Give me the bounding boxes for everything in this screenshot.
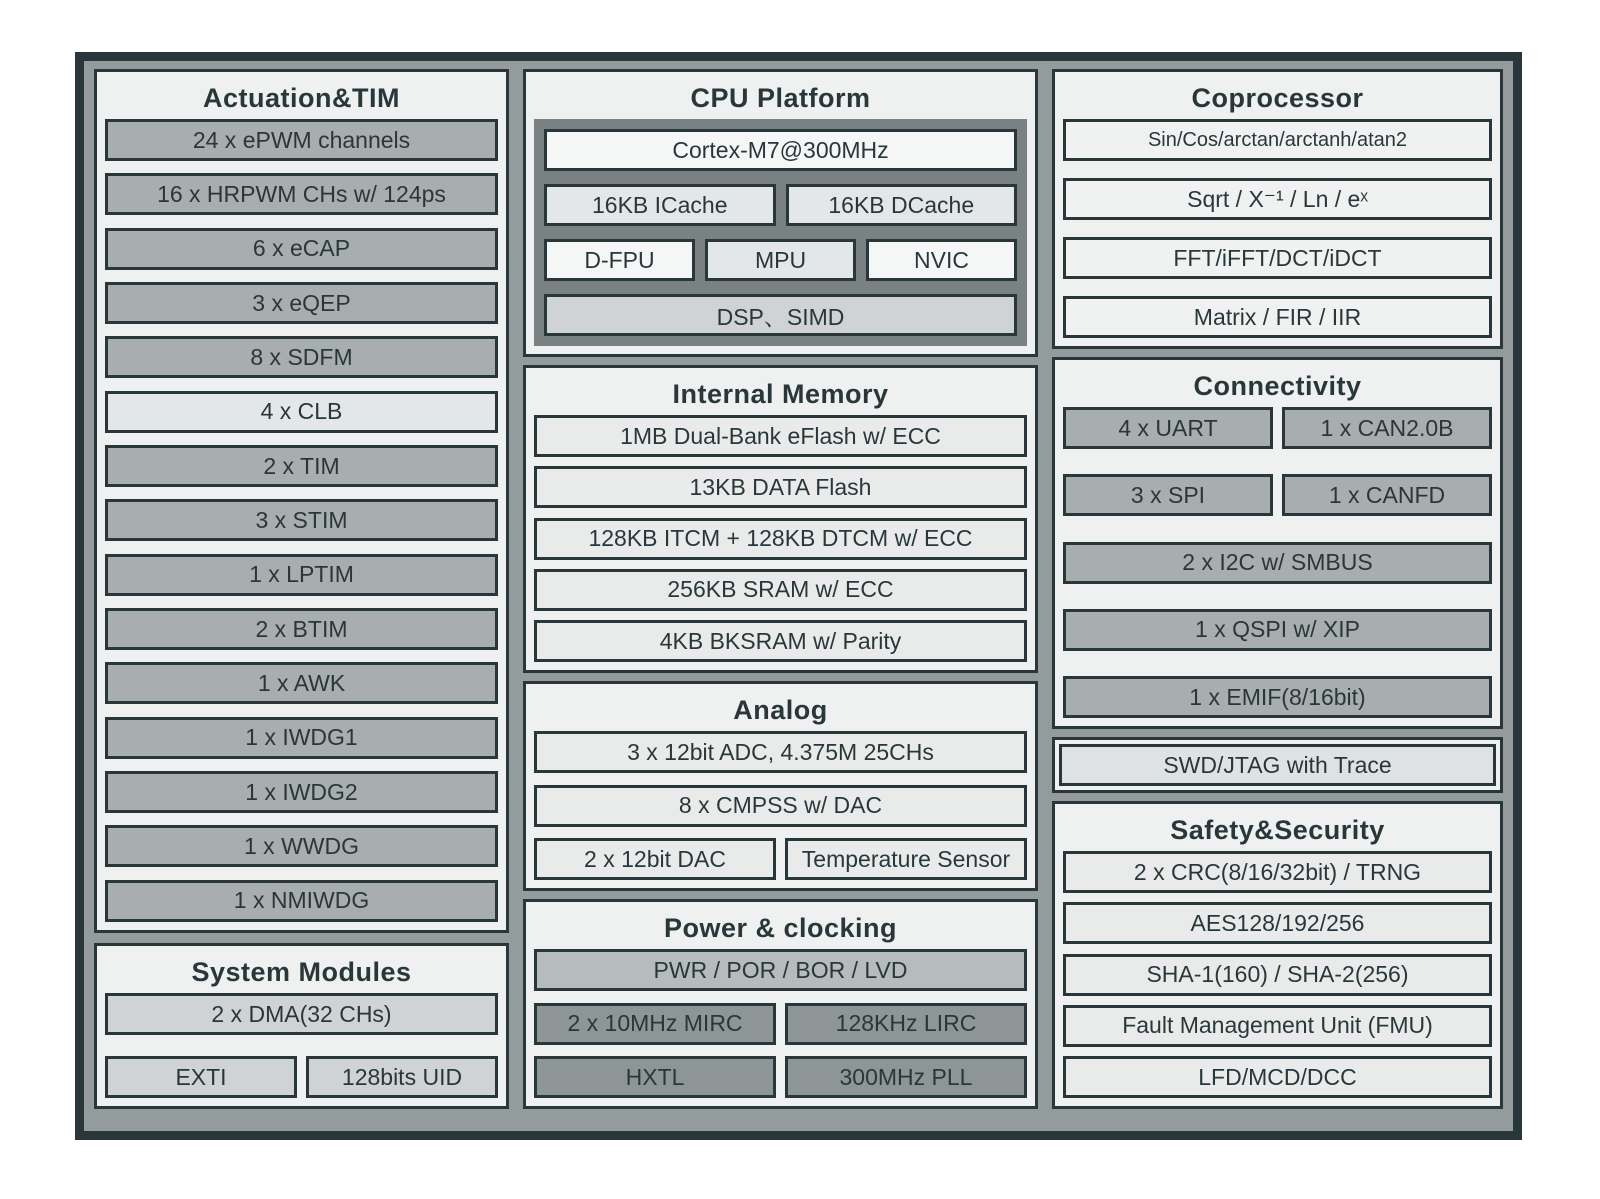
block-exti: EXTI	[105, 1056, 297, 1098]
block-iwdg1: 1 x IWDG1	[105, 717, 498, 759]
panel-title-actuation: Actuation&TIM	[203, 83, 400, 113]
block-lirc: 128KHz LIRC	[785, 1003, 1027, 1045]
block-dsp-simd: DSP、SIMD	[544, 294, 1017, 336]
right-column	[1052, 69, 1503, 1109]
cpu-core-container	[534, 119, 1027, 346]
panel-title-system-modules: System Modules	[191, 957, 412, 987]
panel-title-connectivity: Connectivity	[1193, 371, 1362, 401]
block-stim: 3 x STIM	[105, 499, 498, 541]
block-mirc: 2 x 10MHz MIRC	[534, 1003, 776, 1045]
panel-title-safety: Safety&Security	[1170, 815, 1385, 845]
block-temp-sensor: Temperature Sensor	[785, 838, 1027, 880]
block-fft-dct: FFT/iFFT/DCT/iDCT	[1063, 237, 1492, 279]
block-uart: 4 x UART	[1063, 407, 1273, 449]
middle-column	[523, 69, 1038, 1109]
block-i2c: 2 x I2C w/ SMBUS	[1063, 542, 1492, 584]
panel-cpu-platform	[523, 69, 1038, 357]
panel-safety-security	[1052, 801, 1503, 1109]
block-dma: 2 x DMA(32 CHs)	[105, 993, 498, 1035]
block-nvic: NVIC	[866, 239, 1017, 281]
block-lptim: 1 x LPTIM	[105, 554, 498, 596]
system-modules-items	[105, 993, 498, 1098]
block-lfd-mcd-dcc: LFD/MCD/DCC	[1063, 1056, 1492, 1098]
block-dcache: 16KB DCache	[786, 184, 1018, 226]
block-eflash: 1MB Dual-Bank eFlash w/ ECC	[534, 415, 1027, 457]
cpu-cache-row	[544, 184, 1017, 226]
connectivity-items	[1063, 407, 1492, 718]
system-modules-row	[105, 1056, 498, 1098]
connectivity-uart-can-row	[1063, 407, 1492, 449]
coprocessor-items	[1063, 119, 1492, 338]
left-column	[94, 69, 509, 1109]
block-icache: 16KB ICache	[544, 184, 776, 226]
power-items	[534, 949, 1027, 1098]
block-can20b: 1 x CAN2.0B	[1282, 407, 1492, 449]
block-sram: 256KB SRAM w/ ECC	[534, 569, 1027, 611]
power-osc-row	[534, 1003, 1027, 1045]
block-awk: 1 x AWK	[105, 662, 498, 704]
block-mpu: MPU	[705, 239, 856, 281]
block-pll: 300MHz PLL	[785, 1056, 1027, 1098]
block-iwdg2: 1 x IWDG2	[105, 771, 498, 813]
block-dac: 2 x 12bit DAC	[534, 838, 776, 880]
block-swd-jtag-trace: SWD/JTAG with Trace	[1059, 744, 1496, 786]
safety-items	[1063, 851, 1492, 1098]
block-btim: 2 x BTIM	[105, 608, 498, 650]
block-cmpss: 8 x CMPSS w/ DAC	[534, 785, 1027, 827]
block-epwm: 24 x ePWM channels	[105, 119, 498, 161]
block-emif: 1 x EMIF(8/16bit)	[1063, 676, 1492, 718]
panel-power-clocking	[523, 899, 1038, 1109]
block-eqep: 3 x eQEP	[105, 282, 498, 324]
block-aes: AES128/192/256	[1063, 902, 1492, 944]
block-qspi: 1 x QSPI w/ XIP	[1063, 609, 1492, 651]
block-nmiwdg: 1 x NMIWDG	[105, 880, 498, 922]
block-sha: SHA-1(160) / SHA-2(256)	[1063, 954, 1492, 996]
panel-title-power: Power & clocking	[663, 913, 898, 943]
block-sqrt-ln-exp: Sqrt / X⁻¹ / Ln / eˣ	[1063, 178, 1492, 220]
block-bksram: 4KB BKSRAM w/ Parity	[534, 620, 1027, 662]
block-hrpwm: 16 x HRPWM CHs w/ 124ps	[105, 173, 498, 215]
cpu-units-row	[544, 239, 1017, 281]
connectivity-spi-canfd-row	[1063, 474, 1492, 516]
block-tim: 2 x TIM	[105, 445, 498, 487]
panel-title-coprocessor: Coprocessor	[1191, 83, 1364, 113]
actuation-items	[105, 119, 498, 922]
panel-analog	[523, 681, 1038, 891]
panel-swd-jtag	[1052, 737, 1503, 793]
block-trig-functions: Sin/Cos/arctan/arctanh/atan2	[1063, 119, 1492, 161]
block-hxtl: HXTL	[534, 1056, 776, 1098]
panel-title-analog: Analog	[733, 695, 828, 725]
block-spi: 3 x SPI	[1063, 474, 1273, 516]
block-clb: 4 x CLB	[105, 391, 498, 433]
analog-dac-row	[534, 838, 1027, 880]
block-sdfm: 8 x SDFM	[105, 336, 498, 378]
block-cortex-m7: Cortex-M7@300MHz	[544, 129, 1017, 171]
block-dfpu: D-FPU	[544, 239, 695, 281]
block-uid: 128bits UID	[306, 1056, 498, 1098]
power-pll-row	[534, 1056, 1027, 1098]
block-wwdg: 1 x WWDG	[105, 825, 498, 867]
panel-actuation-tim	[94, 69, 509, 933]
block-dataflash: 13KB DATA Flash	[534, 466, 1027, 508]
block-itcm-dtcm: 128KB ITCM + 128KB DTCM w/ ECC	[534, 518, 1027, 560]
panel-internal-memory	[523, 365, 1038, 673]
panel-connectivity	[1052, 357, 1503, 729]
block-crc-trng: 2 x CRC(8/16/32bit) / TRNG	[1063, 851, 1492, 893]
panel-title-cpu: CPU Platform	[690, 83, 871, 113]
panel-coprocessor	[1052, 69, 1503, 349]
block-adc: 3 x 12bit ADC, 4.375M 25CHs	[534, 731, 1027, 773]
panel-system-modules	[94, 943, 509, 1109]
analog-items	[534, 731, 1027, 880]
block-pwr-por-bor-lvd: PWR / POR / BOR / LVD	[534, 949, 1027, 991]
block-matrix-fir-iir: Matrix / FIR / IIR	[1063, 296, 1492, 338]
block-canfd: 1 x CANFD	[1282, 474, 1492, 516]
block-fmu: Fault Management Unit (FMU)	[1063, 1005, 1492, 1047]
block-ecap: 6 x eCAP	[105, 228, 498, 270]
mcu-block-diagram	[75, 52, 1522, 1140]
panel-title-internal-memory: Internal Memory	[672, 379, 889, 409]
memory-items	[534, 415, 1027, 662]
